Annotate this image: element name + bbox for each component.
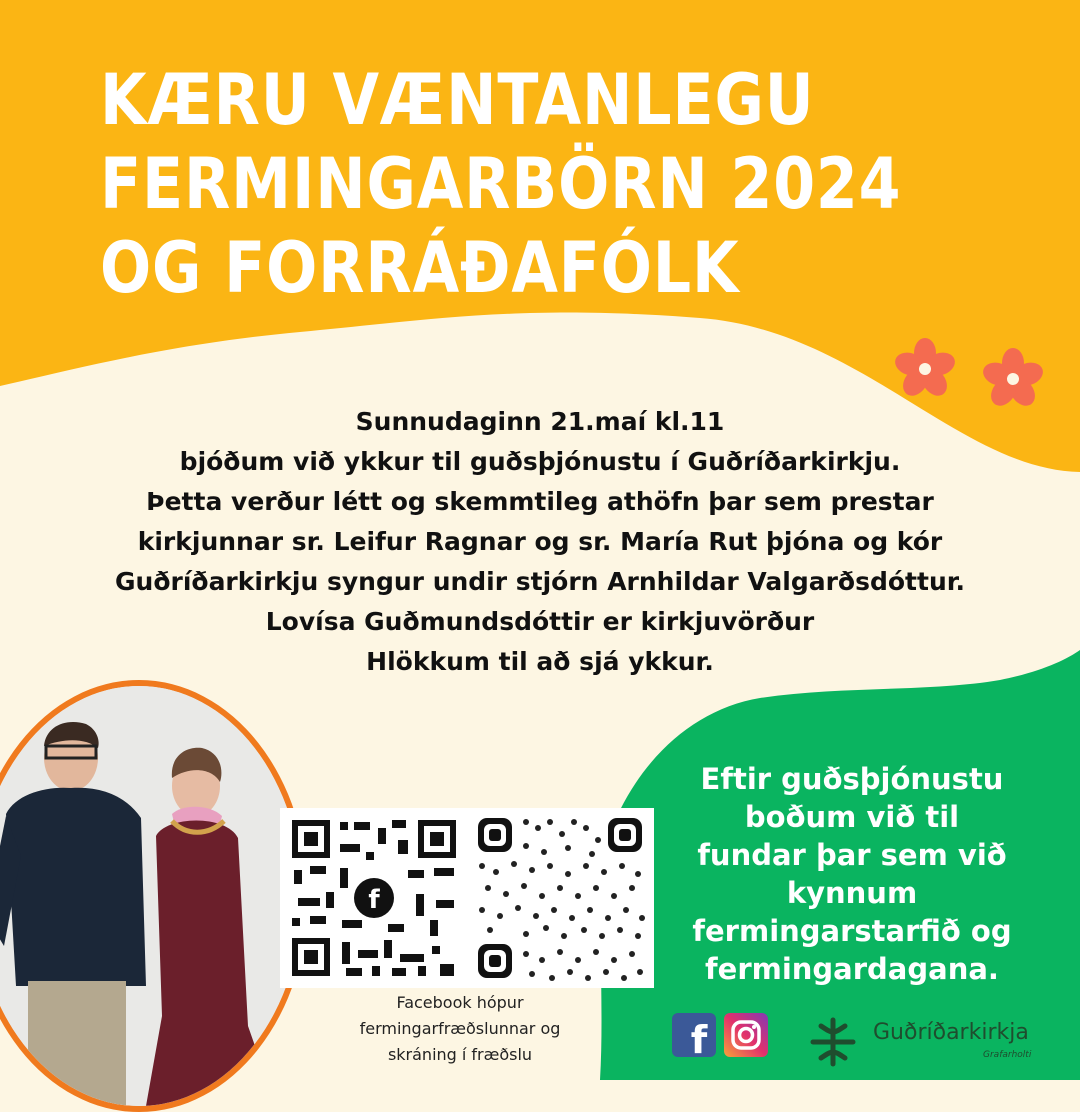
church-subtitle: Grafarholti — [983, 1050, 1032, 1060]
church-name: Guðríðarkirkja — [873, 1020, 1029, 1045]
instagram-icon[interactable] — [724, 1013, 768, 1057]
green-line: Eftir guðsþjónustu — [700, 762, 1004, 796]
green-line: boðum við til — [744, 800, 960, 834]
facebook-qr-code[interactable] — [280, 808, 468, 988]
church-logo — [803, 1012, 1063, 1072]
qr-code-icon — [280, 808, 468, 988]
headline-line-2: FERMINGARBÖRN 2024 — [100, 143, 902, 225]
church-emblem-icon — [803, 1012, 863, 1072]
body-line: Þetta verður létt og skemmtileg athöfn þar sem prestar — [146, 487, 934, 516]
body-line: Sunnudaginn 21.maí kl.11 — [355, 407, 725, 436]
meeting-info-text — [672, 760, 1032, 988]
body-line: kirkjunnar sr. Leifur Ragnar og sr. María Rut þjóna og kór — [137, 527, 943, 556]
headline-line-3: OG FORRÁÐAFÓLK — [100, 227, 740, 309]
body-line: bjóðum við ykkur til guðsþjónustu í Guðríðarkirkju. — [179, 447, 901, 476]
svg-text:f: f — [690, 1018, 708, 1057]
green-line: fundar þar sem við — [697, 838, 1007, 872]
qr-code-icon — [466, 808, 654, 988]
headline — [100, 58, 902, 310]
invitation-text — [20, 402, 1060, 682]
qr-caption — [300, 990, 620, 1068]
facebook-icon[interactable] — [672, 1013, 716, 1057]
priests-illustration — [0, 686, 302, 1106]
svg-text:f: f — [368, 885, 380, 915]
green-line: fermingarstarfið og — [692, 914, 1012, 948]
headline-line-1: KÆRU VÆNTANLEGU — [100, 59, 815, 141]
qr-caption-line: Facebook hópur — [396, 993, 524, 1012]
flower-icon — [892, 336, 958, 402]
body-line: Lovísa Guðmundsdóttir er kirkjuvörður — [265, 607, 815, 636]
qr-caption-line: fermingarfræðslunnar og — [359, 1019, 561, 1038]
qr-caption-line: skráning í fræðslu — [387, 1045, 533, 1064]
green-line: kynnum — [786, 876, 918, 910]
green-line: fermingardagana. — [705, 952, 999, 986]
registration-qr-code[interactable] — [466, 808, 654, 988]
body-line: Hlökkum til að sjá ykkur. — [366, 647, 714, 676]
body-line: Guðríðarkirkju syngur undir stjórn Arnhildar Valgarðsdóttur. — [115, 567, 965, 596]
